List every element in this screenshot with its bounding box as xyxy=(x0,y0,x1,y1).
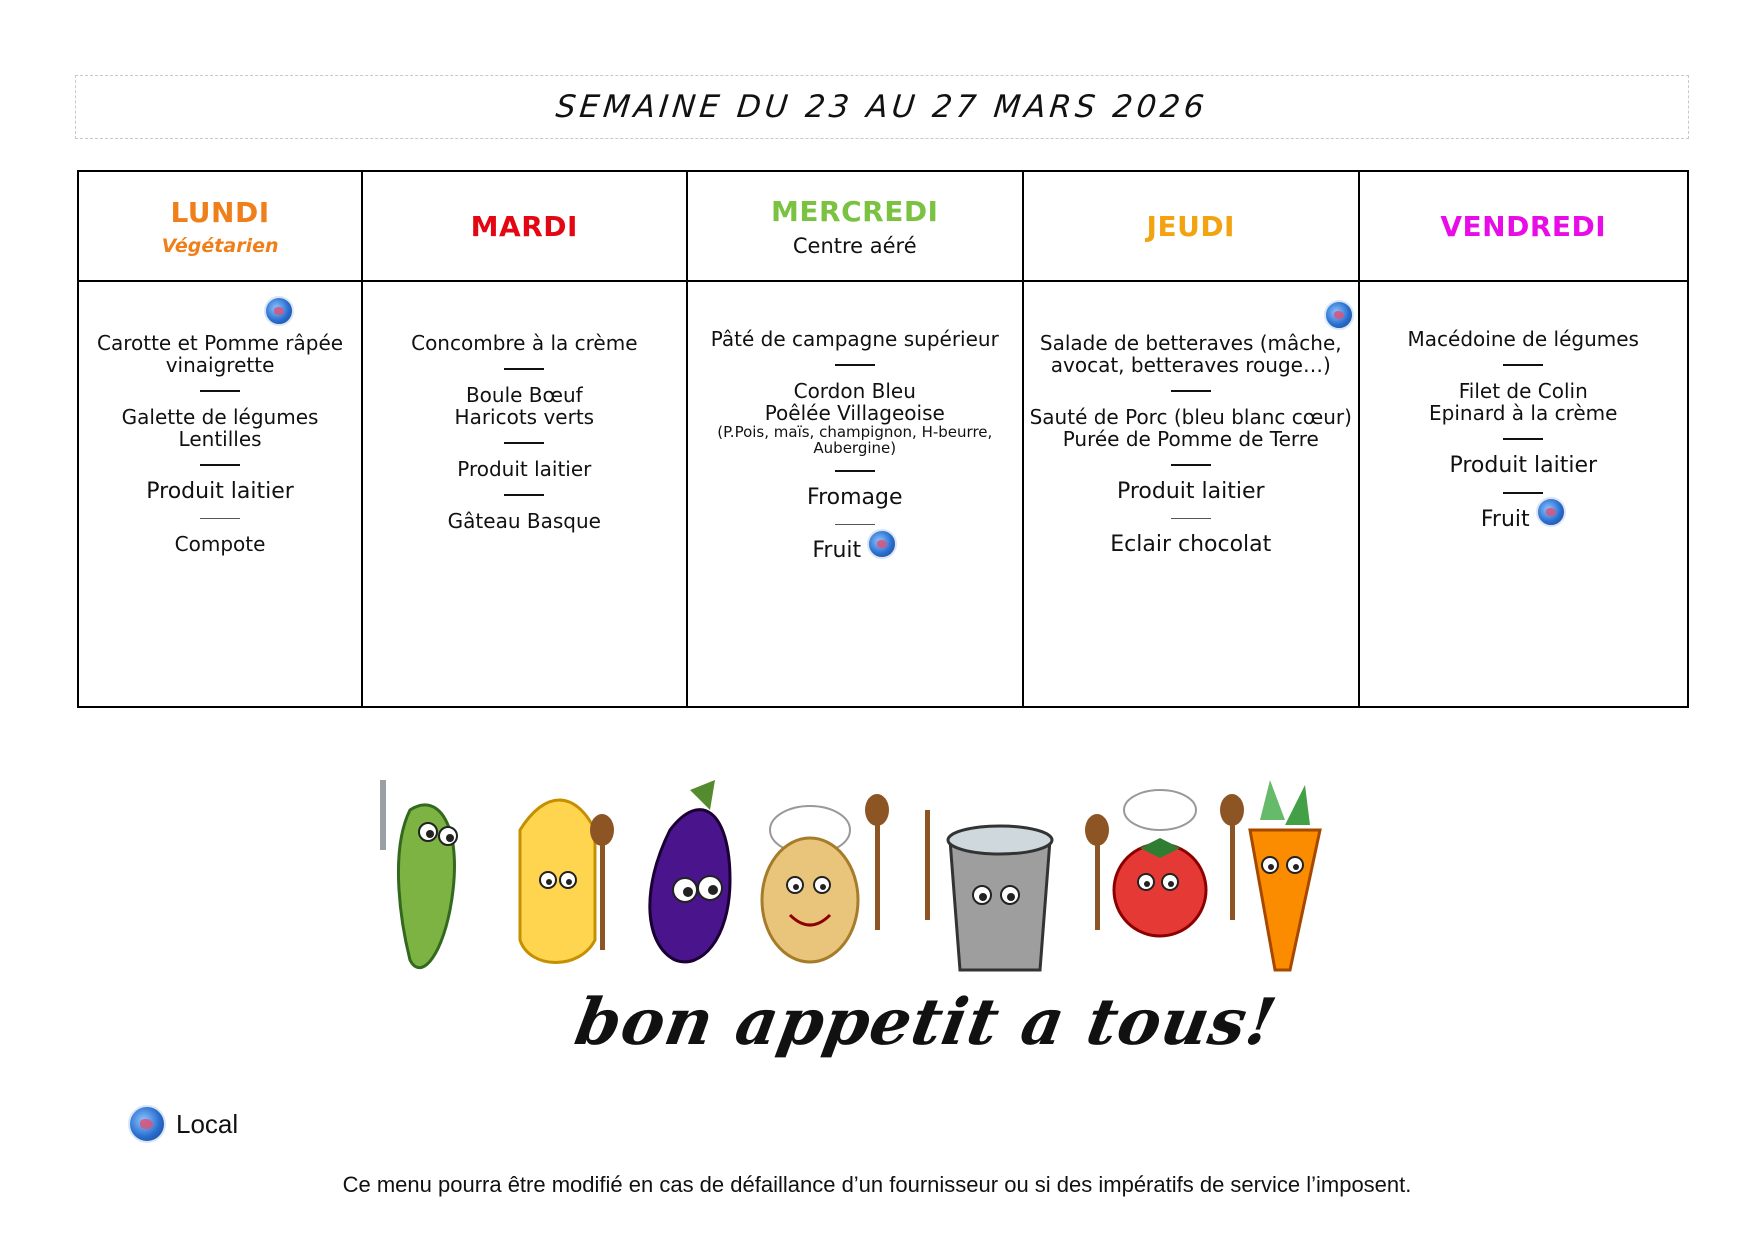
day-name-mardi: MARDI xyxy=(470,209,578,243)
title-box xyxy=(75,75,1689,139)
dessert: Fruit xyxy=(1480,507,1530,532)
main-line-1: Sauté de Porc (bleu blanc cœur) xyxy=(1029,405,1352,429)
header-lundi xyxy=(78,171,362,281)
dairy: Produit laitier xyxy=(146,479,294,504)
dairy: Produit laitier xyxy=(1449,453,1598,478)
menu-cell-vendredi xyxy=(1359,281,1688,707)
banana-icon xyxy=(520,800,614,963)
local-producer-icon xyxy=(1324,300,1354,330)
tomato-chef-icon xyxy=(1085,790,1206,936)
entree-line-1: Salade de betteraves (mâche, xyxy=(1039,331,1342,355)
main-line-2: Lentilles xyxy=(178,427,262,451)
main-line-2: Purée de Pomme de Terre xyxy=(1062,427,1319,451)
vegetarian-label: Végétarien xyxy=(161,234,279,257)
legend-label: Local xyxy=(176,1108,239,1139)
main-line-1: Cordon Bleu xyxy=(793,379,916,403)
separator xyxy=(200,464,240,466)
separator xyxy=(200,518,240,519)
separator xyxy=(1171,390,1211,392)
legend xyxy=(128,1105,238,1143)
main-line-2: Haricots verts xyxy=(454,405,595,429)
eggplant-icon xyxy=(650,780,730,962)
separator xyxy=(504,442,544,444)
separator xyxy=(835,364,875,366)
main-line-2: Poêlée Villageoise xyxy=(764,401,945,425)
separator xyxy=(1503,364,1543,366)
day-name-lundi: LUNDI xyxy=(170,195,270,229)
page-title: SEMAINE DU 23 AU 27 MARS 2026 xyxy=(554,89,1210,125)
separator xyxy=(200,390,240,392)
separator xyxy=(1171,518,1211,519)
entree-line-2: avocat, betteraves rouge…) xyxy=(1050,353,1331,377)
local-producer-icon xyxy=(1536,497,1566,527)
dessert-row xyxy=(688,539,1023,563)
dessert: Gâteau Basque xyxy=(447,509,601,533)
local-producer-icon xyxy=(867,529,897,559)
main-detail-2: Aubergine) xyxy=(813,439,897,457)
separator xyxy=(504,368,544,370)
slogan: bon appetit a tous! xyxy=(569,985,1283,1060)
header-jeudi xyxy=(1023,171,1359,281)
separator xyxy=(1503,492,1543,494)
main-line-1: Boule Bœuf xyxy=(465,383,583,407)
separator xyxy=(504,494,544,496)
menu-cell-mardi xyxy=(362,281,686,707)
entree-line-1: Carotte et Pomme râpée xyxy=(97,331,344,355)
day-name-mercredi: MERCREDI xyxy=(771,194,939,228)
header-mercredi xyxy=(687,171,1024,281)
main-detail-1: (P.Pois, maïs, champignon, H-beurre, xyxy=(717,423,993,441)
potato-chef-icon xyxy=(762,794,889,962)
menu-cell-mercredi xyxy=(687,281,1024,707)
entree: Concombre à la crème xyxy=(411,331,638,355)
header-vendredi xyxy=(1359,171,1688,281)
local-producer-icon xyxy=(264,296,294,326)
separator xyxy=(835,470,875,472)
dairy: Produit laitier xyxy=(457,457,592,481)
entree: Macédoine de légumes xyxy=(1407,327,1639,351)
entree-line-2: vinaigrette xyxy=(165,353,275,377)
separator xyxy=(1503,438,1543,440)
dessert-row xyxy=(1360,508,1687,532)
separator xyxy=(1171,464,1211,466)
pea-pod-icon xyxy=(380,780,457,968)
dairy: Fromage xyxy=(807,485,903,510)
entree: Pâté de campagne supérieur xyxy=(710,327,999,351)
main-line-2: Epinard à la crème xyxy=(1429,401,1618,425)
dairy: Produit laitier xyxy=(1116,479,1265,504)
menu-cell-lundi xyxy=(78,281,362,707)
dessert: Fruit xyxy=(812,538,862,563)
menu-cell-jeudi xyxy=(1023,281,1359,707)
centre-aere-label: Centre aéré xyxy=(792,233,917,258)
day-name-vendredi: VENDREDI xyxy=(1440,209,1607,243)
weekly-menu-table xyxy=(77,170,1689,708)
cooking-pot-icon xyxy=(925,810,1052,970)
main-line-1: Galette de légumes xyxy=(121,405,319,429)
carrot-icon xyxy=(1220,780,1320,970)
day-name-jeudi: JEUDI xyxy=(1146,209,1235,243)
local-producer-icon xyxy=(128,1105,166,1143)
days-header-row xyxy=(78,171,1688,281)
dessert: Eclair chocolat xyxy=(1110,532,1272,557)
header-mardi xyxy=(362,171,686,281)
menu-row xyxy=(78,281,1688,707)
footer-disclaimer: Ce menu pourra être modifié en cas de défaillance d’un fournisseur ou si des impératifs de service l’imposent. xyxy=(342,1172,1412,1197)
dessert: Compote xyxy=(174,532,266,556)
main-line-1: Filet de Colin xyxy=(1458,379,1588,403)
separator xyxy=(835,524,875,525)
